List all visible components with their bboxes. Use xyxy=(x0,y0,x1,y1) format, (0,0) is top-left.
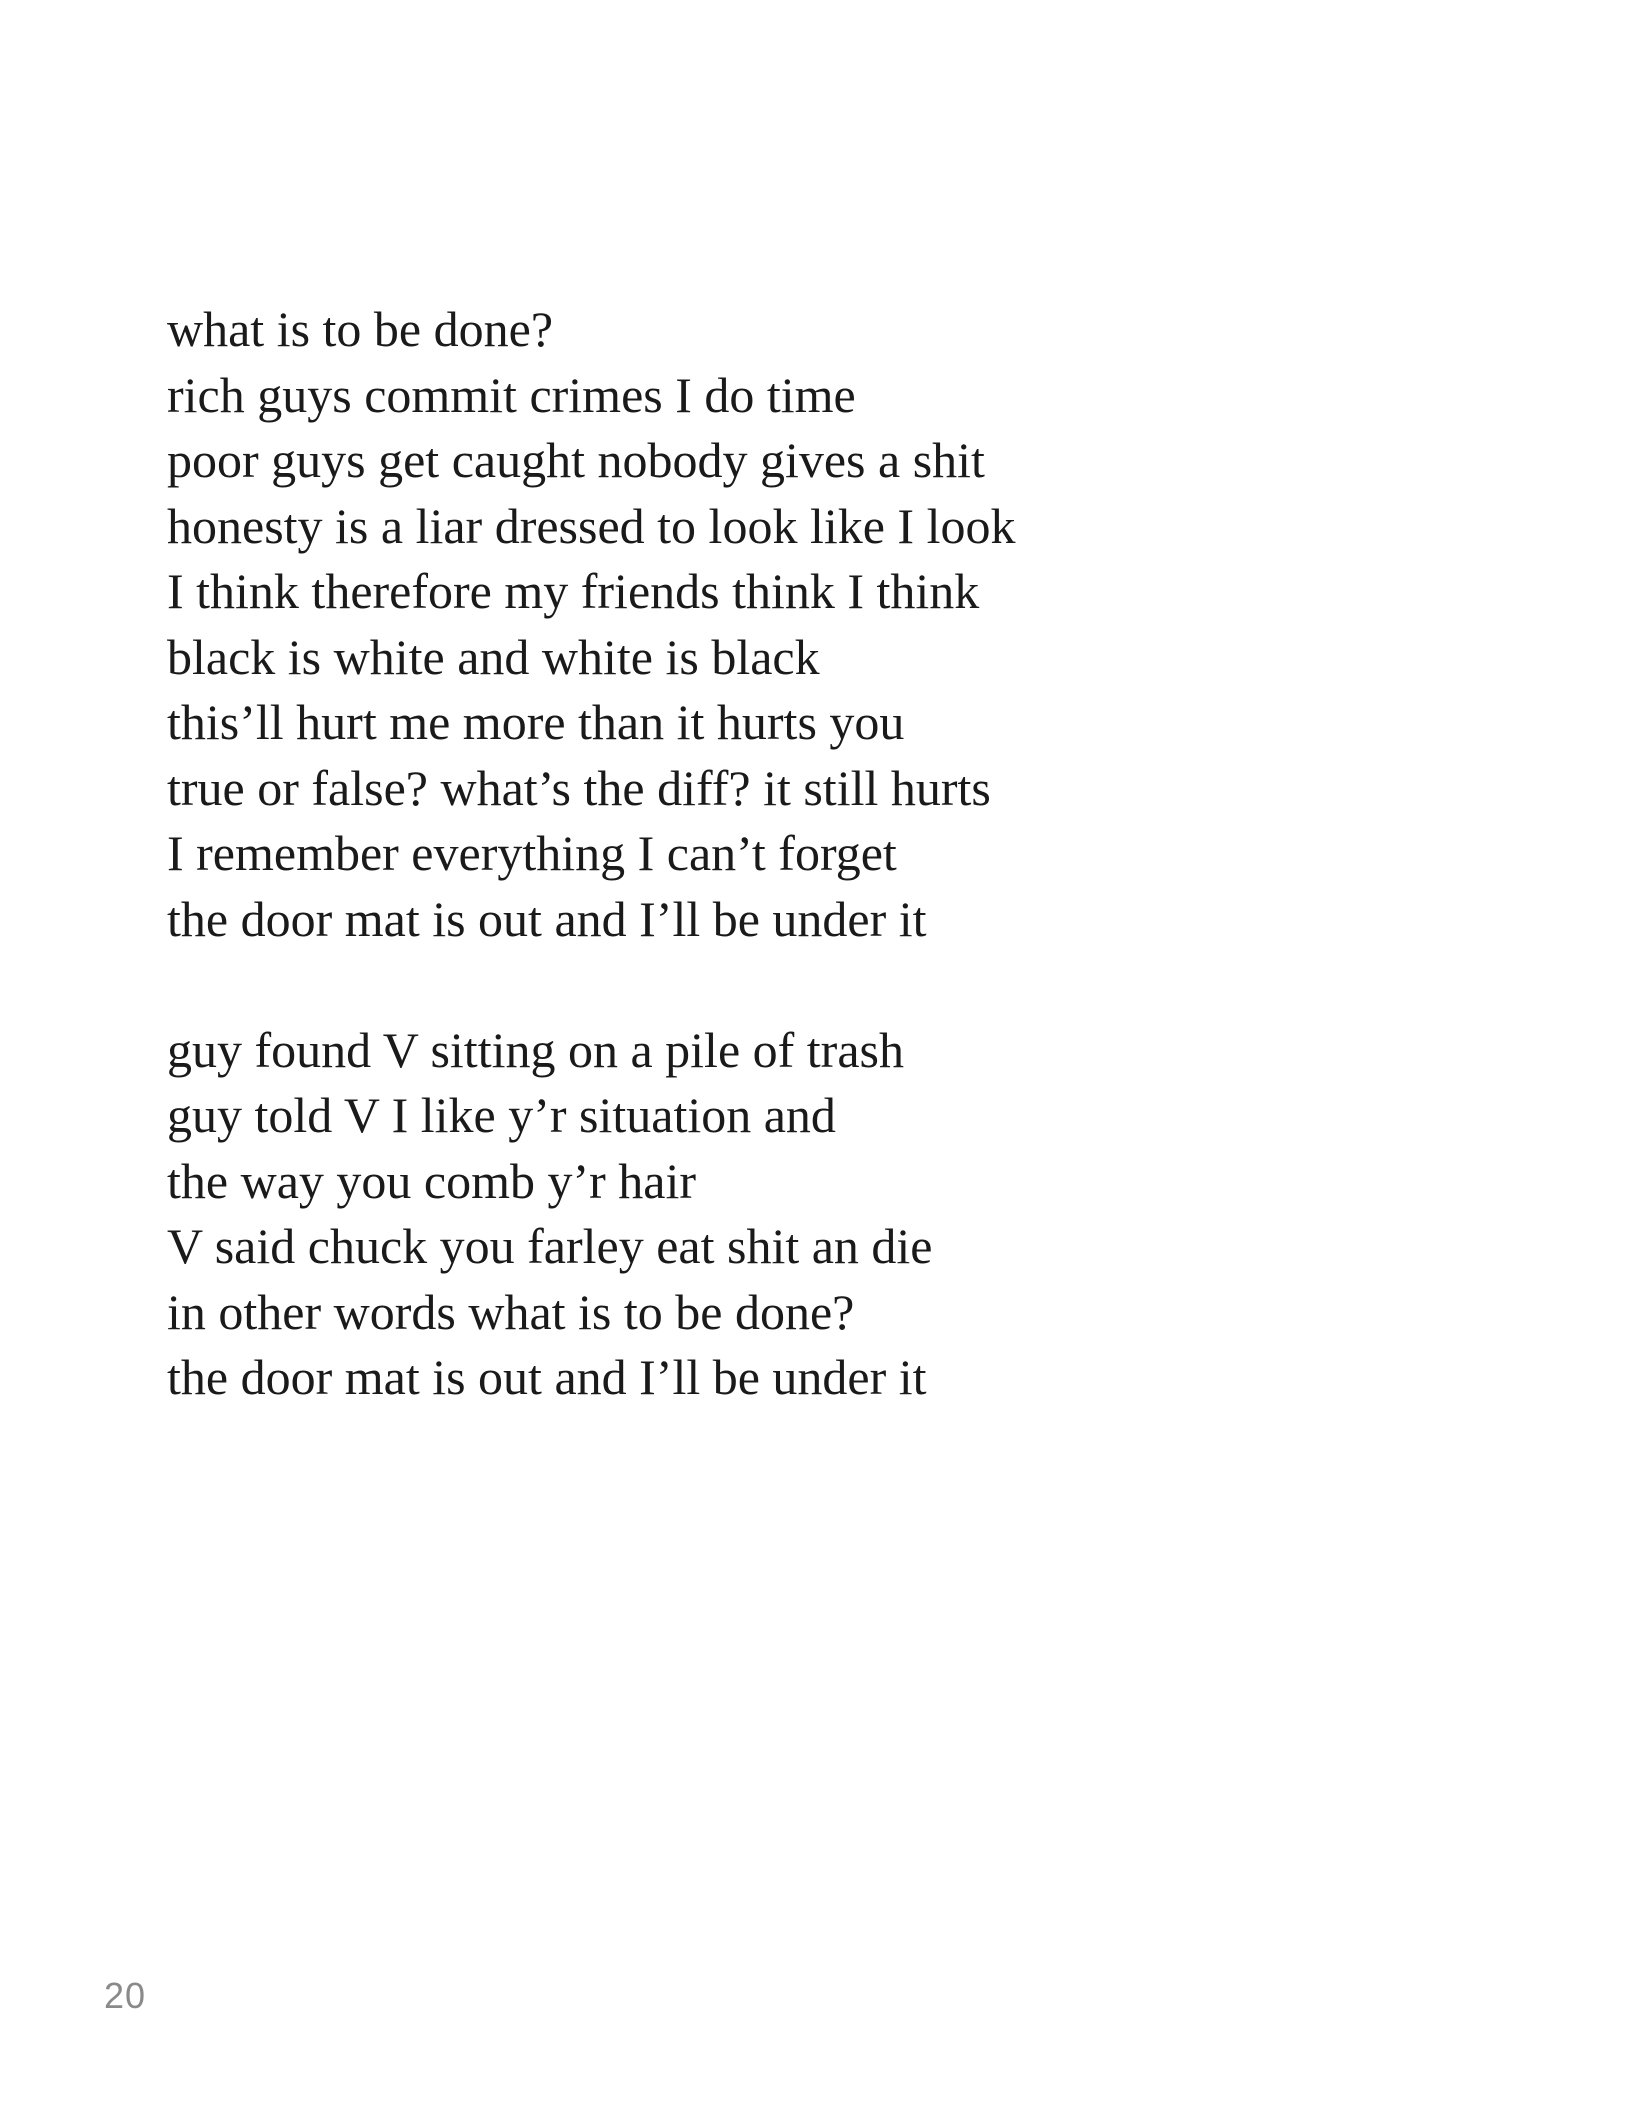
poem-line: rich guys commit crimes I do time xyxy=(167,366,856,423)
poem-line: guy told V I like y’r situation and xyxy=(167,1087,836,1143)
poem-line: true or false? what’s the diff? it still hurts xyxy=(167,759,991,816)
page-number: 20 xyxy=(104,1975,147,2016)
poem-line: I think therefore my friends think I think xyxy=(167,563,980,619)
poem-line: in other words what is to be done? xyxy=(167,1283,855,1340)
poem-line: what is to be done? xyxy=(167,301,554,357)
poem-line: this’ll hurt me more than it hurts you xyxy=(167,694,905,750)
poem-line: honesty is a liar dressed to look like I look xyxy=(167,497,1016,554)
poem-line: the door mat is out and I’ll be under it xyxy=(167,890,927,947)
poem-line: black is white and white is black xyxy=(167,628,820,685)
stanza-2 xyxy=(167,1018,1467,1411)
poem-body xyxy=(167,297,1467,1411)
stanza-1 xyxy=(167,297,1467,952)
poem-line: the way you comb y’r hair xyxy=(167,1152,697,1209)
poem-line: guy found V sitting on a pile of trash xyxy=(167,1021,904,1078)
poem-line: I remember everything I can’t forget xyxy=(167,825,897,881)
poem-line: poor guys get caught nobody gives a shit xyxy=(167,432,985,488)
poem-line: V said chuck you farley eat shit an die xyxy=(167,1218,933,1274)
poem-line: the door mat is out and I’ll be under it xyxy=(167,1349,927,1405)
